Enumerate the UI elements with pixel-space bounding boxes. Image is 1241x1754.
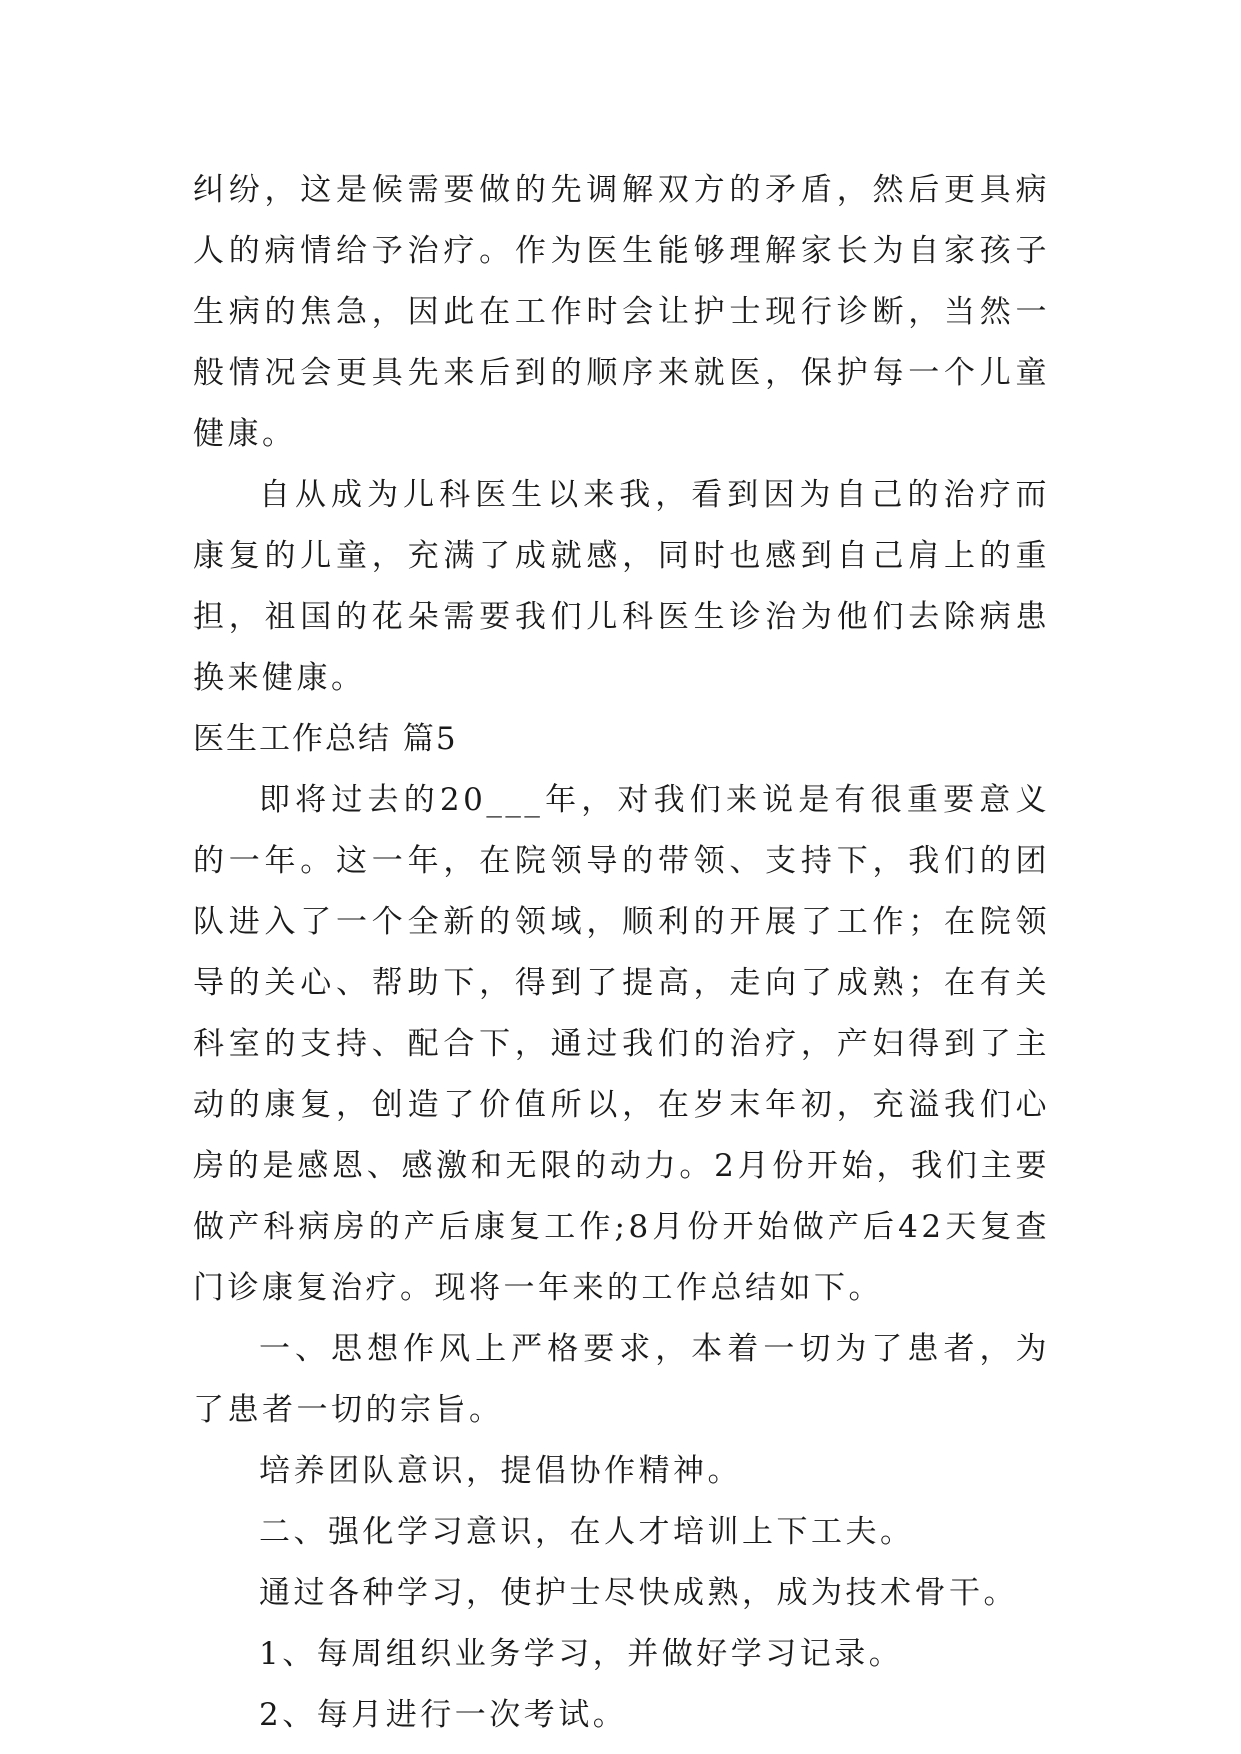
paragraph-teamwork: 培养团队意识，提倡协作精神。 [259,1453,742,1489]
paragraph-point-2: 二、强化学习意识，在人才培训上下工夫。 [259,1514,915,1550]
list-item-weekly-study: 1、每周组织业务学习，并做好学习记录。 [259,1636,904,1672]
paragraph-training: 通过各种学习，使护士尽快成熟，成为技术骨干。 [259,1575,1018,1611]
paragraph-pediatric-doctor: 自从成为儿科医生以来我，看到因为自己的治疗而康复的儿童，充满了成就感，同时也感到自己肩上的重担，祖国的花朵需要我们儿科医生诊治为他们去除病患换来健康。 [193,477,1050,696]
paragraph-dispute: 纠纷，这是候需要做的先调解双方的矛盾，然后更具病人的病情给予治疗。作为医生能够理解家长为自家孩子生病的焦急，因此在工作时会让护士现行诊断，当然一般情况会更具先来后到的顺序来就医，保护每一个儿童健康。 [193,172,1050,452]
list-item-monthly-exam: 2、每月进行一次考试。 [259,1697,628,1733]
section-heading: 医生工作总结 篇5 [193,721,458,757]
paragraph-year-summary: 即将过去的20___年，对我们来说是有很重要意义的一年。这一年，在院领导的带领、支持下，我们的团队进入了一个全新的领域，顺利的开展了工作；在院领导的关心、帮助下，得到了提高，走向了成熟；在有关科室的支持、配合下，通过我们的治疗，产妇得到了主动的康复，创造了价值所以，在岁末年初，充溢我们心房的是感恩、感激和无限的动力。2月份开始，我们主要做产科病房的产后康复工作;8月份开始做产后42天复查门诊康复治疗。现将一年来的工作总结如下。 [193,782,1050,1306]
document-body [193,160,1050,1746]
paragraph-point-1: 一、思想作风上严格要求，本着一切为了患者，为了患者一切的宗旨。 [193,1331,1050,1428]
